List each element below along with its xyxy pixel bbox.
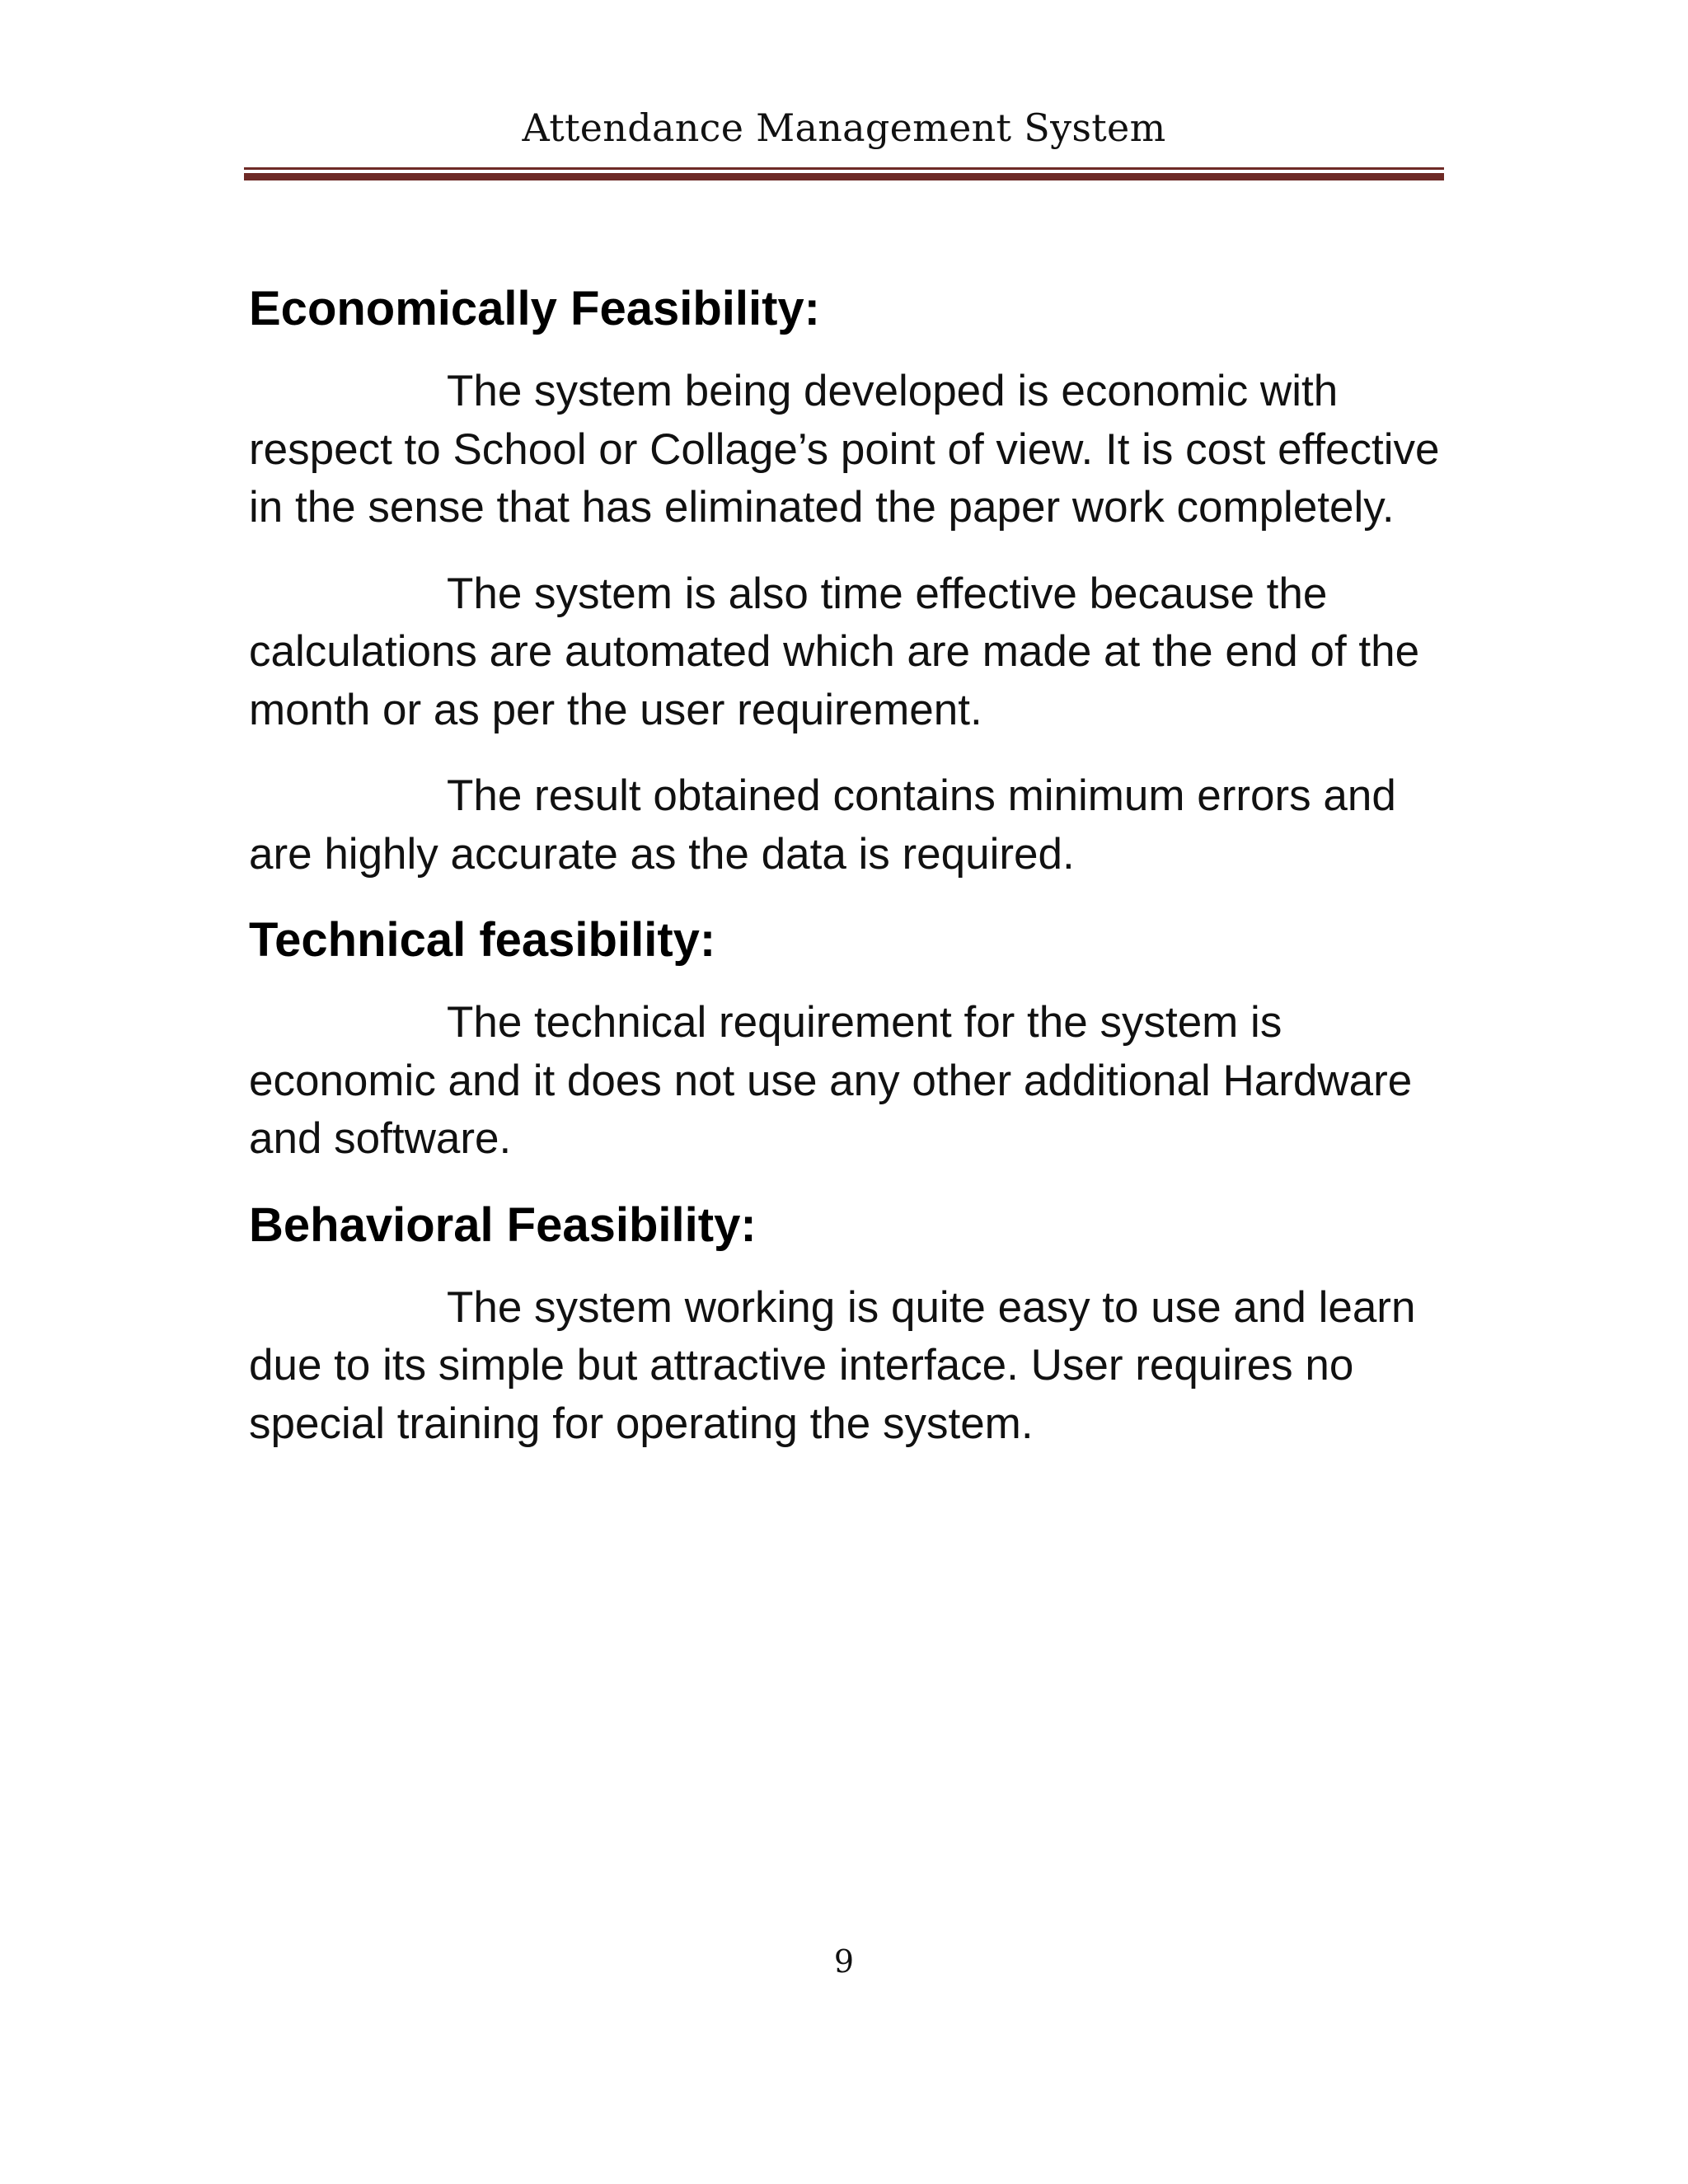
- header-rule-thick: [244, 173, 1444, 180]
- section-heading: Economically Feasibility:: [249, 282, 820, 335]
- paragraph: The result obtained contains minimum errors and are highly accurate as the data is required.: [249, 771, 1396, 879]
- paragraph: The system is also time effective because the calculations are automated which are made at the end of the month or as per the user requirement.: [249, 569, 1420, 734]
- paragraph: The system working is quite easy to use and learn due to its simple but attractive interface. User requires no special training for operating the system.: [249, 1282, 1416, 1448]
- paragraph: The technical requirement for the system is economic and it does not use any other additional Hardware and software.: [249, 998, 1413, 1163]
- running-header-title: Attendance Management System: [522, 105, 1166, 150]
- paragraph: The system being developed is economic with respect to School or Collage’s point of view. It is cost effective in the sense that has eliminated the paper work completely.: [249, 367, 1440, 532]
- page-body: [249, 280, 1444, 1481]
- page-number: 9: [833, 1943, 855, 1980]
- section-heading: Behavioral Feasibility:: [249, 1197, 757, 1252]
- section-heading: Technical feasibility:: [249, 913, 716, 967]
- section-economic-feasibility: [249, 280, 1444, 883]
- header-rule-thin: [244, 167, 1444, 170]
- section-technical-feasibility: [249, 912, 1444, 1169]
- section-behavioral-feasibility: [249, 1197, 1444, 1454]
